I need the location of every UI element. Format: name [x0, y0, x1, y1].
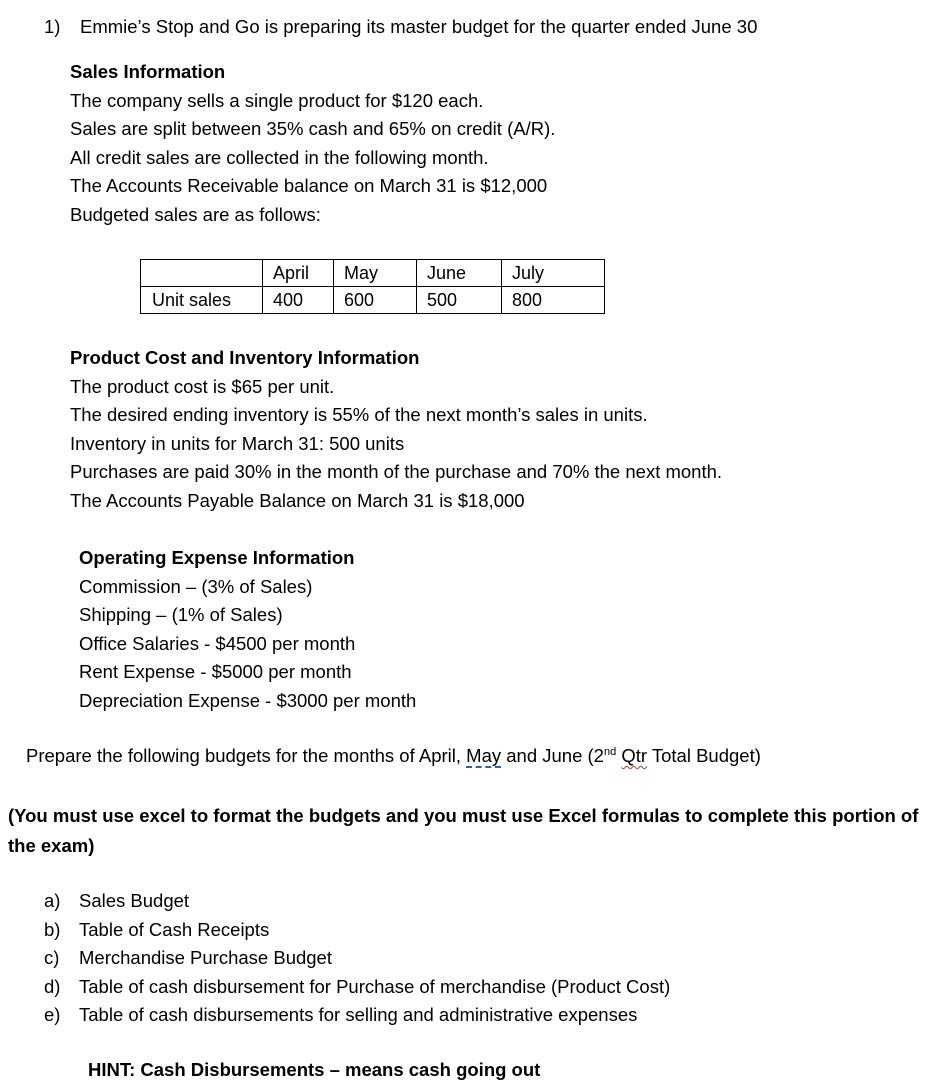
- question-text: Emmie’s Stop and Go is preparing its master budget for the quarter ended June 30: [80, 16, 758, 37]
- sales-info-line: The company sells a single product for $120 each.: [70, 89, 484, 111]
- list-item-letter: e): [44, 1004, 61, 1025]
- operating-expense-heading: Operating Expense Information: [79, 547, 355, 568]
- excel-requirement-note: (You must use excel to format the budgets and you must use Excel formulas to complete this portion of the exam): [8, 805, 919, 856]
- sales-info-line: Sales are split between 35% cash and 65% on credit (A/R).: [70, 118, 556, 139]
- month-header-may: May: [334, 260, 417, 287]
- operating-expense-line: Commission – (3% of Sales): [79, 575, 313, 597]
- sales-info-line: All credit sales are collected in the following month.: [70, 146, 489, 168]
- prepare-may: May: [466, 745, 502, 766]
- operating-expense-line: Depreciation Expense - $3000 per month: [79, 689, 417, 711]
- sales-info-line: The Accounts Receivable balance on March 31 is $12,000: [70, 175, 548, 196]
- prepare-text-start: Prepare the following budgets for the months of April,: [26, 745, 462, 766]
- list-item-text: Table of Cash Receipts: [79, 918, 270, 940]
- product-info-line: The product cost is $65 per unit.: [70, 375, 335, 397]
- unit-sales-april: 400: [263, 287, 334, 314]
- sales-information-heading: Sales Information: [70, 61, 226, 82]
- product-cost-section: [70, 344, 722, 515]
- prepare-superscript: nd: [603, 745, 617, 758]
- table-header-row: [141, 260, 605, 287]
- unit-sales-june: 500: [417, 287, 502, 314]
- product-info-line: Inventory in units for March 31: 500 units: [70, 432, 405, 454]
- list-item-letter: a): [44, 890, 61, 911]
- list-item-letter: c): [44, 947, 60, 968]
- list-item: [44, 973, 670, 1002]
- prepare-qtr: Qtr: [621, 745, 648, 766]
- table-corner-cell: [141, 260, 263, 287]
- operating-expense-section: [79, 544, 416, 715]
- unit-sales-label: Unit sales: [141, 287, 263, 314]
- question-title: [44, 16, 757, 38]
- list-item: [44, 1001, 670, 1030]
- month-header-july: July: [502, 260, 605, 287]
- month-header-april: April: [263, 260, 334, 287]
- unit-sales-table: [140, 259, 605, 314]
- list-item: [44, 944, 670, 973]
- table-row: [141, 287, 605, 314]
- product-info-line: Purchases are paid 30% in the month of the purchase and 70% the next month.: [70, 461, 723, 482]
- operating-expense-line: Rent Expense - $5000 per month: [79, 661, 352, 682]
- list-item-letter: b): [44, 918, 61, 940]
- unit-sales-july: 800: [502, 287, 605, 314]
- unit-sales-may: 600: [334, 287, 417, 314]
- list-item-text: Sales Budget: [79, 890, 190, 911]
- sales-information-section: [70, 58, 555, 229]
- operating-expense-line: Office Salaries - $4500 per month: [79, 632, 356, 654]
- list-item-text: Table of cash disbursements for selling and administrative expenses: [79, 1004, 638, 1025]
- list-item-text: Table of cash disbursement for Purchase of merchandise (Product Cost): [79, 975, 671, 997]
- budget-list: [44, 887, 670, 1030]
- sales-info-line: Budgeted sales are as follows:: [70, 203, 321, 225]
- month-header-june: June: [417, 260, 502, 287]
- prepare-text-middle: and June (2: [506, 745, 604, 766]
- operating-expense-line: Shipping – (1% of Sales): [79, 604, 283, 625]
- product-info-line: The desired ending inventory is 55% of the next month’s sales in units.: [70, 404, 648, 425]
- list-item: [44, 916, 670, 945]
- list-item-letter: d): [44, 975, 61, 997]
- hint-text: HINT: Cash Disbursements – means cash going out: [88, 1059, 541, 1080]
- list-item: [44, 887, 670, 916]
- prepare-instructions: [26, 745, 761, 767]
- list-item-text: Merchandise Purchase Budget: [79, 947, 332, 968]
- product-info-line: The Accounts Payable Balance on March 31 is $18,000: [70, 489, 525, 511]
- prepare-text-end: Total Budget): [651, 745, 761, 766]
- product-cost-heading: Product Cost and Inventory Information: [70, 347, 420, 368]
- question-number: 1): [44, 16, 61, 37]
